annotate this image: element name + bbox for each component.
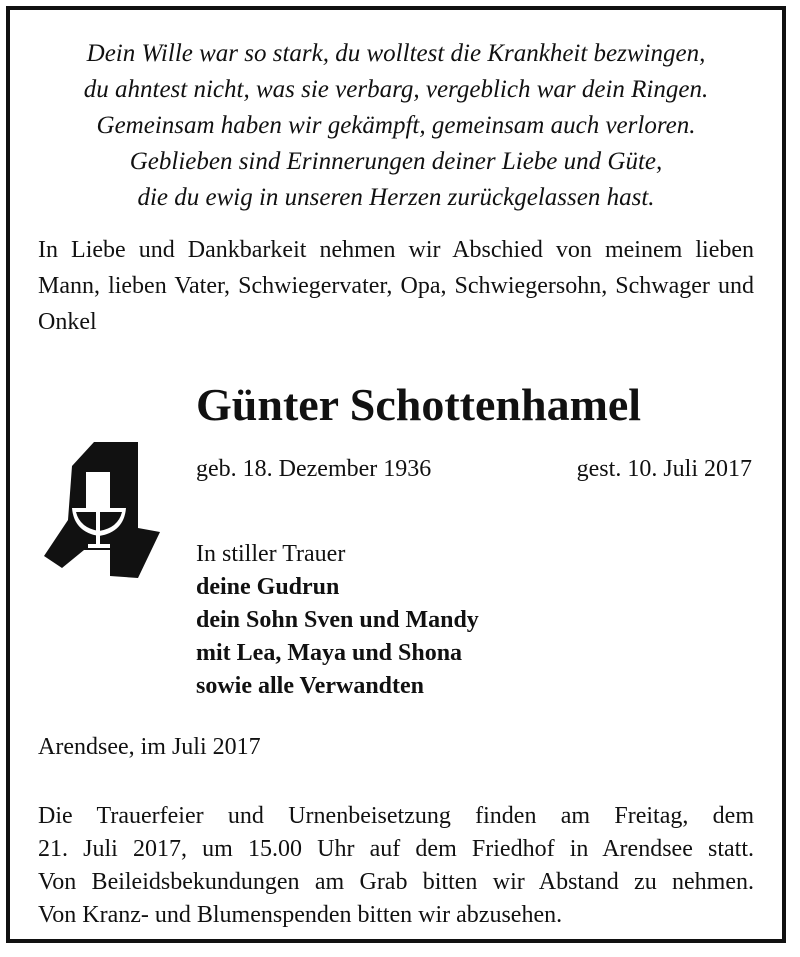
poem <box>30 36 762 216</box>
poem-line: Gemeinsam haben wir gekämpft, gemeinsam auch verloren. <box>96 112 696 139</box>
intro-text: In Liebe und Dankbarkeit nehmen wir Abschied von meinem lieben Mann, lieben Vater, Schwiegervater, Opa, Schwiegersohn, Schwager und Onkel <box>38 237 754 335</box>
mourner-name: sowie alle Verwandten <box>196 673 424 699</box>
mourner-name: dein Sohn Sven und Mandy <box>196 607 479 633</box>
birth-date: geb. 18. Dezember 1936 <box>196 456 432 482</box>
funeral-line: Von Kranz- und Blumenspenden bitten wir abzusehen. <box>38 902 563 928</box>
funeral-info <box>38 800 754 932</box>
funeral-line: Die Trauerfeier und Urnenbeisetzung finden am Freitag, dem <box>38 803 754 829</box>
poem-line: die du ewig in unseren Herzen zurückgelassen hast. <box>137 184 655 211</box>
mourner-name: mit Lea, Maya und Shona <box>196 640 463 666</box>
poem-line: du ahntest nicht, was sie verbarg, vergeblich war dein Ringen. <box>83 76 709 103</box>
deceased-name: Günter Schottenhamel <box>196 379 642 430</box>
mourner-name: deine Gudrun <box>196 574 340 600</box>
funeral-line: 21. Juli 2017, um 15.00 Uhr auf dem Friedhof in Arendsee statt. <box>38 836 754 862</box>
place-date: Arendsee, im Juli 2017 <box>38 734 261 760</box>
poem-line: Dein Wille war so stark, du wolltest die Krankheit bezwingen, <box>86 40 706 67</box>
mourners-block <box>196 538 479 703</box>
death-date: gest. 10. Juli 2017 <box>576 456 752 482</box>
funeral-line: Von Beileidsbekundungen am Grab bitten wir Abstand zu nehmen. <box>38 869 754 895</box>
apotheke-a-icon <box>38 428 168 578</box>
poem-line: Geblieben sind Erinnerungen deiner Liebe und Güte, <box>129 148 663 175</box>
obituary-notice <box>6 6 786 943</box>
mourners-heading: In stiller Trauer <box>196 541 346 567</box>
